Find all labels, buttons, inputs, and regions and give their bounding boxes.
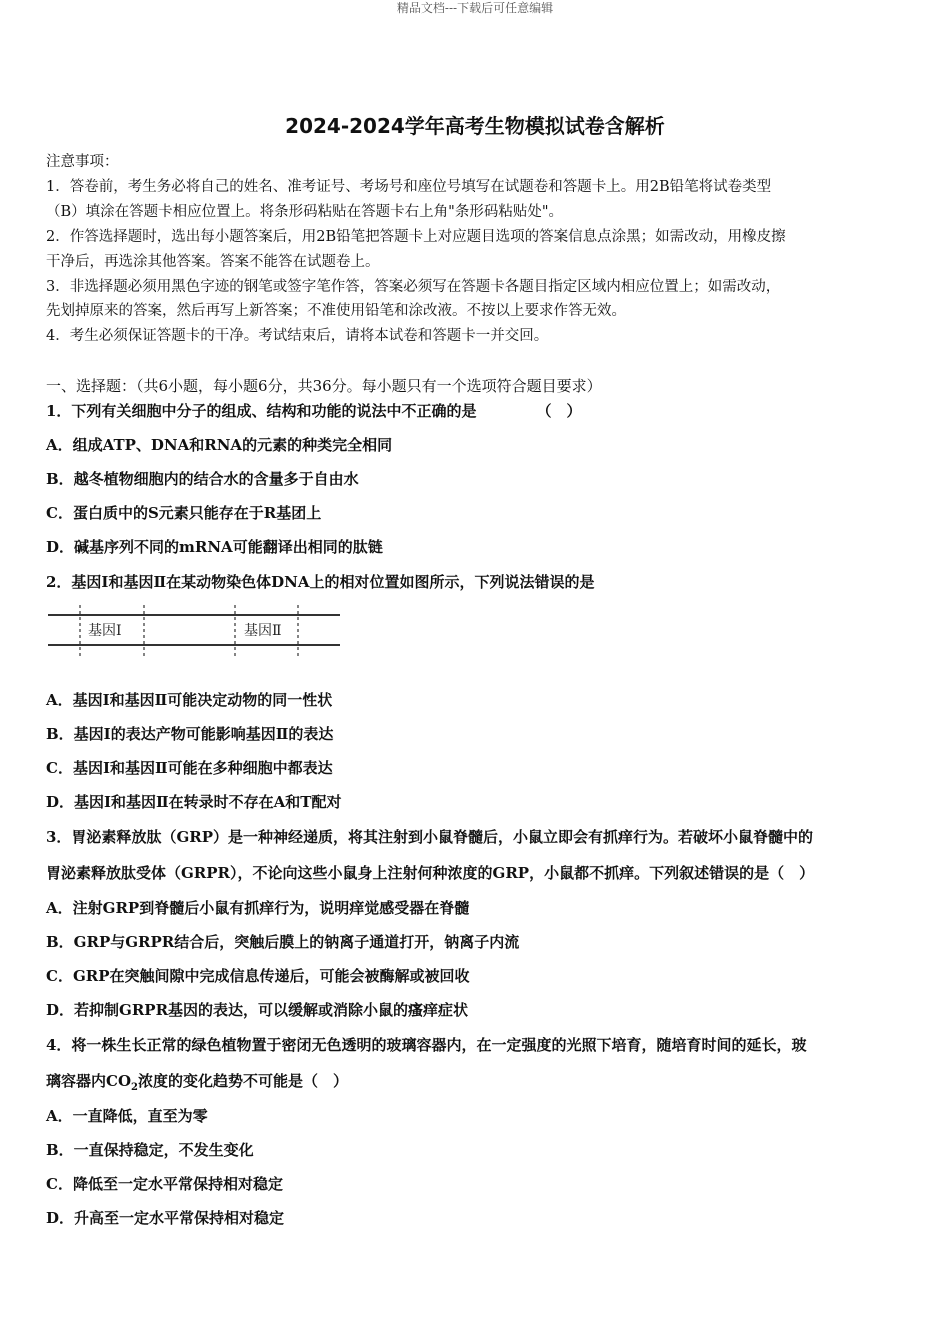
page-title: 2024-2024学年高考生物模拟试卷含解析 xyxy=(285,114,665,138)
notice-item: 1．答卷前，考生务必将自己的姓名、准考证号、考场号和座位号填写在试题卷和答题卡上。用2B铅笔将试卷类型 xyxy=(46,179,772,195)
notice-heading: 注意事项： xyxy=(46,154,119,170)
question-4-option-a: A．一直降低，直至为零 xyxy=(46,1107,208,1125)
question-1-option-b: B．越冬植物细胞内的结合水的含量多于自由水 xyxy=(46,470,359,488)
notice-item: 4．考生必须保证答题卡的干净。考试结束后，请将本试卷和答题卡一并交回。 xyxy=(46,328,549,344)
question-1-option-c: C．蛋白质中的S元素只能存在于R基团上 xyxy=(46,504,322,522)
dna-diagram xyxy=(48,605,344,659)
notice-item: 先划掉原来的答案，然后再写上新答案；不准使用铅笔和涂改液。不按以上要求作答无效。 xyxy=(46,303,626,319)
notice-item: 干净后，再选涂其他答案。答案不能答在试题卷上。 xyxy=(46,254,380,270)
question-3-option-d: D．若抑制GRPR基因的表达，可以缓解或消除小鼠的瘙痒症状 xyxy=(46,1001,469,1019)
header-note: 精品文档---下载后可任意编辑 xyxy=(396,1,554,15)
question-2-option-c: C．基因Ⅰ和基因Ⅱ可能在多种细胞中都表达 xyxy=(46,759,333,777)
question-3-option-a: A．注射GRP到脊髓后小鼠有抓痒行为，说明痒觉感受器在脊髓 xyxy=(46,899,470,917)
answer-blank: （ ） xyxy=(536,402,582,420)
question-4-option-b: B．一直保持稳定，不发生变化 xyxy=(46,1141,254,1159)
question-4-stem-line1: 4．将一株生长正常的绿色植物置于密闭无色透明的玻璃容器内，在一定强度的光照下培育，随培育时间的延长，玻 xyxy=(46,1036,807,1054)
question-4-option-d: D．升高至一定水平常保持相对稳定 xyxy=(46,1209,285,1227)
notice-item: 2．作答选择题时，选出每小题答案后，用2B铅笔把答题卡上对应题目选项的答案信息点涂黑；如需改动，用橡皮擦 xyxy=(46,229,786,245)
question-2-option-a: A．基因Ⅰ和基因Ⅱ可能决定动物的同一性状 xyxy=(46,691,333,709)
subscript: 2 xyxy=(131,1082,138,1093)
stem-text: 璃容器内CO xyxy=(46,1072,132,1090)
question-1-option-a: A．组成ATP、DNA和RNA的元素的种类完全相同 xyxy=(46,436,393,454)
gene1-label: 基因Ⅰ xyxy=(88,623,122,639)
notice-item: 3．非选择题必须用黑色字迹的钢笔或签字笔作答，答案必须写在答题卡各题目指定区域内相应位置上；如需改动， xyxy=(46,279,781,295)
stem-text: 浓度的变化趋势不可能是（ ） xyxy=(137,1072,348,1090)
gene2-label: 基因Ⅱ xyxy=(244,623,282,639)
notice-item: （B）填涂在答题卡相应位置上。将条形码粘贴在答题卡右上角"条形码粘贴处"。 xyxy=(46,204,563,220)
section-heading: 一、选择题：（共6小题，每小题6分，共36分。每小题只有一个选项符合题目要求） xyxy=(46,377,602,395)
question-4-option-c: C．降低至一定水平常保持相对稳定 xyxy=(46,1175,283,1193)
question-4-stem-line2 xyxy=(46,1071,348,1098)
question-2-stem: 2．基因Ⅰ和基因Ⅱ在某动物染色体DNA上的相对位置如图所示，下列说法错误的是 xyxy=(46,573,595,591)
question-3-stem-line1: 3．胃泌素释放肽（GRP）是一种神经递质，将其注射到小鼠脊髓后，小鼠立即会有抓痒行为。若破坏小鼠脊髓中的 xyxy=(46,828,813,846)
question-1-text: 1．下列有关细胞中分子的组成、结构和功能的说法中不正确的是 xyxy=(46,402,477,420)
question-2-option-b: B．基因Ⅰ的表达产物可能影响基因Ⅱ的表达 xyxy=(46,725,334,743)
question-3-stem-line2: 胃泌素释放肽受体（GRPR），不论向这些小鼠身上注射何种浓度的GRP，小鼠都不抓痒。下列叙述错误的是（ ） xyxy=(46,864,815,882)
question-3-option-b: B．GRP与GRPR结合后，突触后膜上的钠离子通道打开，钠离子内流 xyxy=(46,933,520,951)
question-3-option-c: C．GRP在突触间隙中完成信息传递后，可能会被酶解或被回收 xyxy=(46,967,470,985)
question-1-stem xyxy=(46,401,581,421)
question-1-option-d: D．碱基序列不同的mRNA可能翻译出相同的肽链 xyxy=(46,538,383,556)
question-2-option-d: D．基因Ⅰ和基因Ⅱ在转录时不存在A和T配对 xyxy=(46,793,342,811)
